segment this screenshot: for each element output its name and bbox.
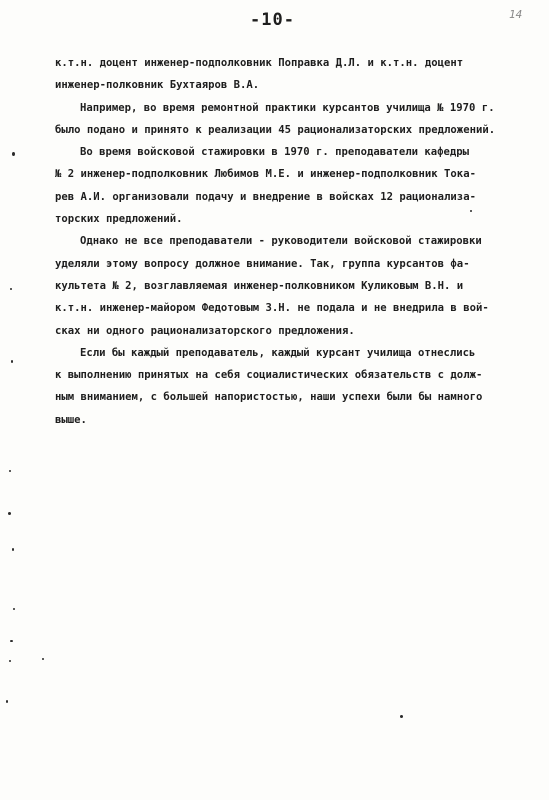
text-line: Например, во время ремонтной практики курсантов училища № 1970 г. xyxy=(80,101,495,114)
scan-speck xyxy=(8,512,11,515)
body-text xyxy=(55,52,545,431)
scan-speck xyxy=(9,660,11,662)
scan-speck xyxy=(42,658,44,660)
scan-speck xyxy=(10,640,13,642)
text-line: выше. xyxy=(55,413,87,426)
text-line: торских предложений. xyxy=(55,213,183,226)
text-line: к.т.н. инженер-майором Федотовым З.Н. не подала и не внедрила в вой- xyxy=(55,302,489,315)
text-line: уделяли этому вопросу должное внимание. Так, группа курсантов фа- xyxy=(55,257,470,270)
scan-speck xyxy=(9,470,11,472)
text-line: рев А.И. организовали подачу и внедрение в войсках 12 рационализа- xyxy=(55,190,476,203)
scan-speck xyxy=(470,210,472,212)
text-line: к выполнению принятых на себя социалистических обязательств с долж- xyxy=(55,369,483,382)
text-line: № 2 инженер-подполковник Любимов М.Е. и инженер-подполковник Тока- xyxy=(55,168,476,181)
scan-speck xyxy=(13,608,15,610)
text-line: инженер-полковник Бухтаяров В.А. xyxy=(55,79,260,92)
scan-speck xyxy=(10,288,12,290)
scan-speck xyxy=(6,700,8,703)
text-line: было подано и принято к реализации 45 рационализаторских предложений. xyxy=(55,123,496,136)
scan-speck xyxy=(11,360,13,363)
text-line: сках ни одного рационализаторского предложения. xyxy=(55,324,355,337)
text-line: ным вниманием, с большей напористостью, наши успехи были бы намного xyxy=(55,391,483,404)
corner-mark: 14 xyxy=(509,8,523,21)
scan-speck xyxy=(12,152,15,156)
page-number: -10- xyxy=(250,10,295,30)
scan-speck xyxy=(400,715,403,718)
text-line: к.т.н. доцент инженер-подполковник Поправка Д.Л. и к.т.н. доцент xyxy=(55,57,464,69)
text-line: Однако не все преподаватели - руководители войсковой стажировки xyxy=(80,235,482,248)
text-line: Если бы каждый преподаватель, каждый курсант училища отнеслись xyxy=(80,346,476,359)
text-line: Во время войсковой стажировки в 1970 г. преподаватели кафедры xyxy=(80,146,470,159)
text-line: культета № 2, возглавляемая инженер-полковником Куликовым В.Н. и xyxy=(55,279,464,292)
scan-speck xyxy=(12,548,14,551)
